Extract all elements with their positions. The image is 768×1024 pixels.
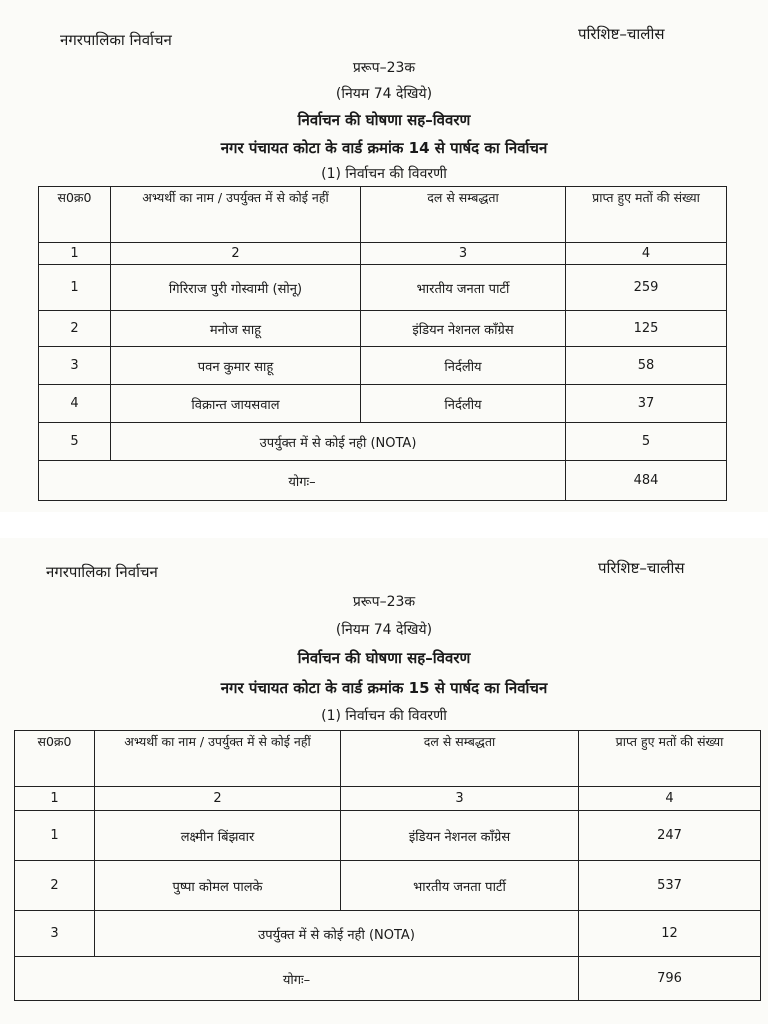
form-number: प्ररूप–23क	[352, 594, 416, 610]
votes-cell: 12	[579, 911, 761, 957]
column-header-candidate: अभ्यर्थी का नाम / उपर्युक्त में से कोई नहीं	[95, 731, 341, 787]
table-row	[39, 347, 727, 385]
return-subtitle: (1) निर्वाचन की विवरणी	[321, 708, 447, 724]
total-label-cell: योगः–	[39, 461, 566, 501]
total-votes-cell: 484	[566, 461, 727, 501]
party-cell: निर्दलीय	[361, 347, 566, 385]
municipal-election-label: नगरपालिका निर्वाचन	[46, 563, 158, 581]
column-header-votes: प्राप्त हुए मतों की संख्या	[579, 731, 761, 787]
ward-15-sheet	[0, 538, 768, 1024]
results-table	[14, 730, 761, 1001]
table-row	[39, 311, 727, 347]
ward-title: नगर पंचायत कोटा के वार्ड क्रमांक 14 से पार्षद का निर्वाचन	[220, 139, 548, 157]
column-number: 2	[111, 243, 361, 265]
results-table	[38, 186, 727, 501]
total-votes-cell: 796	[579, 957, 761, 1001]
votes-cell: 537	[579, 861, 761, 911]
serial-cell: 1	[15, 811, 95, 861]
party-cell: भारतीय जनता पार्टी	[341, 861, 579, 911]
declaration-title: निर्वाचन की घोषणा सह–विवरण	[297, 649, 471, 667]
nota-row	[39, 423, 727, 461]
votes-cell: 247	[579, 811, 761, 861]
total-row	[39, 461, 727, 501]
candidate-name-cell: मनोज साहू	[111, 311, 361, 347]
return-subtitle: (1) निर्वाचन की विवरणी	[321, 166, 447, 182]
declaration-title: निर्वाचन की घोषणा सह–विवरण	[297, 111, 471, 129]
total-label-cell: योगः–	[15, 957, 579, 1001]
municipal-election-label: नगरपालिका निर्वाचन	[60, 31, 172, 49]
table-header-row	[15, 731, 761, 787]
nota-row	[15, 911, 761, 957]
serial-cell: 5	[39, 423, 111, 461]
column-number-row	[15, 787, 761, 811]
rule-reference: (नियम 74 देखिये)	[335, 622, 433, 638]
rule-reference: (नियम 74 देखिये)	[335, 86, 433, 102]
column-header-party: दल से सम्बद्धता	[361, 187, 566, 243]
votes-cell: 125	[566, 311, 727, 347]
column-number: 1	[15, 787, 95, 811]
nota-label-cell: उपर्युक्त में से कोई नही (NOTA)	[111, 423, 566, 461]
form-number: प्ररूप–23क	[352, 60, 416, 76]
party-cell: निर्दलीय	[361, 385, 566, 423]
serial-cell: 1	[39, 265, 111, 311]
votes-cell: 259	[566, 265, 727, 311]
party-cell: भारतीय जनता पार्टी	[361, 265, 566, 311]
serial-cell: 3	[15, 911, 95, 957]
table-header-row	[39, 187, 727, 243]
column-number: 3	[361, 243, 566, 265]
appendix-label: परिशिष्ट–चालीस	[578, 25, 665, 43]
column-header-party: दल से सम्बद्धता	[341, 731, 579, 787]
table-row	[15, 861, 761, 911]
column-number: 2	[95, 787, 341, 811]
column-number-row	[39, 243, 727, 265]
column-header-serial: स0क्र0	[15, 731, 95, 787]
column-number: 1	[39, 243, 111, 265]
ward-title: नगर पंचायत कोटा के वार्ड क्रमांक 15 से पार्षद का निर्वाचन	[220, 679, 548, 697]
serial-cell: 2	[15, 861, 95, 911]
table-row	[39, 265, 727, 311]
column-number: 3	[341, 787, 579, 811]
party-cell: इंडियन नेशनल कॉंग्रेस	[341, 811, 579, 861]
column-number: 4	[566, 243, 727, 265]
column-header-candidate: अभ्यर्थी का नाम / उपर्युक्त में से कोई नहीं	[111, 187, 361, 243]
column-number: 4	[579, 787, 761, 811]
table-row	[15, 811, 761, 861]
column-header-votes: प्राप्त हुए मतों की संख्या	[566, 187, 727, 243]
column-header-serial: स0क्र0	[39, 187, 111, 243]
candidate-name-cell: पुष्पा कोमल पालके	[95, 861, 341, 911]
serial-cell: 4	[39, 385, 111, 423]
candidate-name-cell: लक्ष्मीन बिंझवार	[95, 811, 341, 861]
party-cell: इंडियन नेशनल कॉंग्रेस	[361, 311, 566, 347]
total-row	[15, 957, 761, 1001]
nota-label-cell: उपर्युक्त में से कोई नही (NOTA)	[95, 911, 579, 957]
candidate-name-cell: विक्रान्त जायसवाल	[111, 385, 361, 423]
votes-cell: 5	[566, 423, 727, 461]
votes-cell: 58	[566, 347, 727, 385]
serial-cell: 3	[39, 347, 111, 385]
votes-cell: 37	[566, 385, 727, 423]
candidate-name-cell: पवन कुमार साहू	[111, 347, 361, 385]
candidate-name-cell: गिरिराज पुरी गोस्वामी (सोनू)	[111, 265, 361, 311]
appendix-label: परिशिष्ट–चालीस	[598, 559, 685, 577]
serial-cell: 2	[39, 311, 111, 347]
table-row	[39, 385, 727, 423]
